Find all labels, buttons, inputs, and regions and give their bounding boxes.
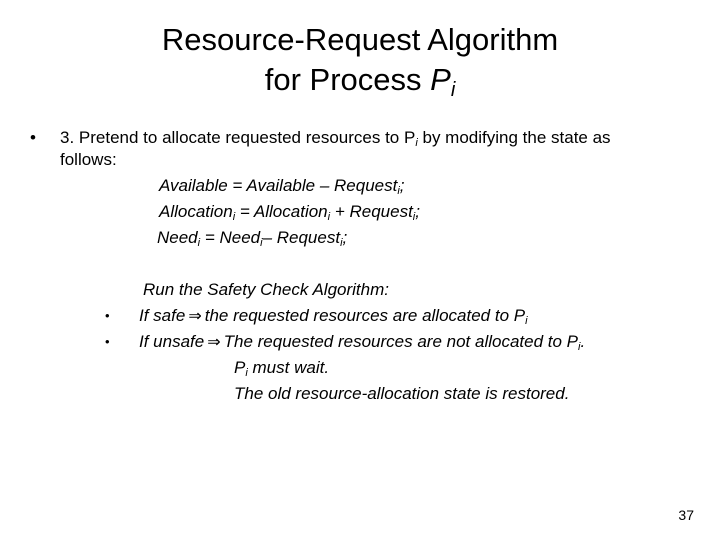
eq-allocation-c: + Request	[330, 202, 413, 221]
step-line-1-sub: i	[415, 137, 418, 149]
eq-need-a-sub: i	[197, 237, 201, 249]
step-line-1-end: by modifying the state as	[417, 128, 611, 147]
safety-heading: Run the Safety Check Algorithm:	[143, 280, 389, 299]
title-line-2	[0, 60, 720, 100]
page-number: 37	[678, 507, 694, 523]
equation-available	[159, 176, 405, 196]
implies-arrow-icon: ⇒	[188, 308, 202, 325]
eq-allocation-b: = Allocation	[235, 202, 328, 221]
title-process-var: P	[430, 62, 451, 97]
unsafe-prefix: If unsafe	[139, 332, 205, 351]
wait-sub: i	[245, 367, 248, 379]
eq-need-end: ;	[342, 228, 348, 247]
implies-arrow-icon: ⇒	[207, 334, 221, 351]
eq-allocation-c-sub: i	[412, 211, 416, 223]
unsafe-text: The requested resources are not allocated to P	[223, 332, 579, 351]
safe-bullet: •	[105, 308, 110, 323]
safe-sub: i	[525, 315, 528, 327]
unsafe-sub: i	[578, 341, 581, 353]
unsafe-line	[139, 332, 585, 353]
safe-line	[139, 306, 528, 327]
eq-need-b-sub: i	[260, 237, 263, 249]
step-line-1-text: 3. Pretend to allocate requested resources to P	[60, 128, 416, 147]
unsafe-end: .	[580, 332, 586, 351]
eq-allocation-b-sub: i	[327, 211, 331, 223]
restore-line: The old resource-allocation state is restored.	[234, 384, 570, 403]
equation-allocation	[159, 202, 420, 222]
safe-prefix: If safe	[139, 306, 186, 325]
title-prefix: for Process	[264, 62, 431, 97]
wait-var: P	[234, 358, 246, 377]
safe-text: the requested resources are allocated to P	[204, 306, 526, 325]
eq-available-end: ;	[399, 176, 405, 195]
unsafe-bullet: •	[105, 334, 110, 349]
wait-line	[234, 358, 329, 378]
step-line-2: follows:	[60, 150, 117, 169]
title-line-1: Resource-Request Algorithm	[161, 22, 559, 57]
eq-need-a: Need	[157, 228, 198, 247]
slide-title	[0, 20, 720, 100]
eq-available-a: Available = Available – Request	[159, 176, 398, 195]
step-bullet: •	[30, 128, 36, 147]
title-process-sub: i	[450, 79, 456, 101]
eq-need-c-sub: i	[340, 237, 343, 249]
wait-text: must wait.	[247, 358, 330, 377]
eq-available-sub: i	[397, 185, 400, 197]
equation-need	[157, 228, 347, 248]
eq-need-b: = Need	[200, 228, 261, 247]
eq-allocation-a-sub: i	[232, 211, 236, 223]
step-line-1	[60, 128, 611, 148]
eq-allocation-a: Allocation	[159, 202, 233, 221]
eq-allocation-end: ;	[415, 202, 420, 221]
eq-need-c: – Request	[262, 228, 341, 247]
